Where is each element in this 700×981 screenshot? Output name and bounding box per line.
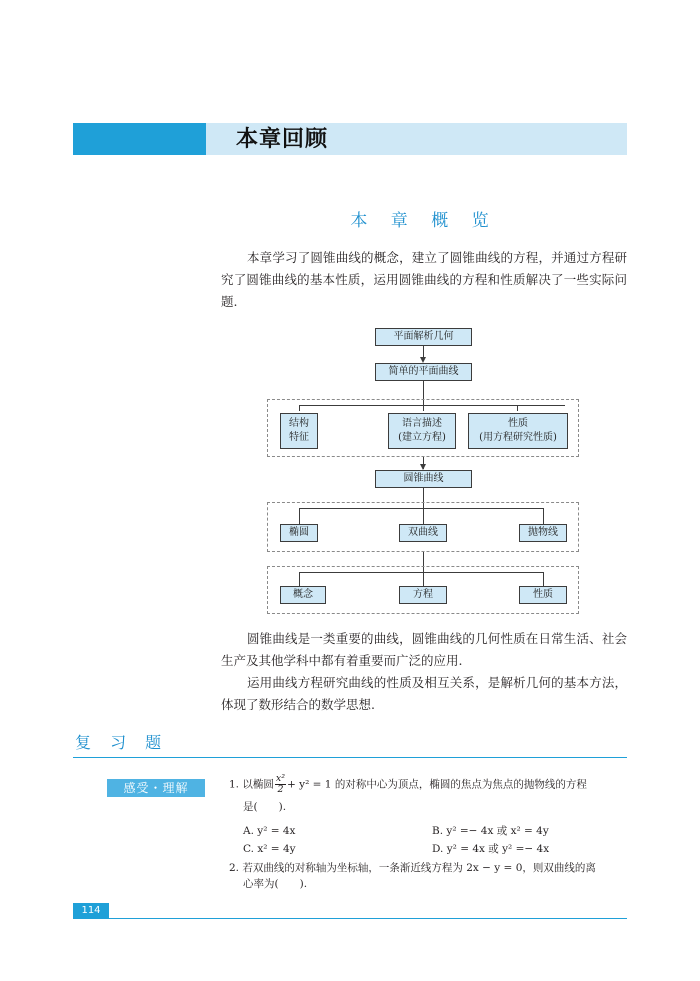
- diagram-node-ellipse: 椭圆: [280, 524, 318, 542]
- diagram-node-hyperbola: 双曲线: [399, 524, 447, 542]
- question-1-stem: 1. 以椭圆 $\frac{\text{x²}}{2}$ + y² = 1 的对称中心为顶点，椭圆的焦点为焦点的抛物线的方程: [229, 773, 587, 795]
- diagram-connector: [299, 405, 565, 406]
- review-title: 复 习 题: [75, 733, 169, 752]
- option-a: A. y² = 4x: [243, 825, 296, 837]
- section-tag: 感受・理解: [107, 779, 205, 797]
- overview-summary: [221, 628, 627, 716]
- diagram-node-equation: 方程: [399, 586, 447, 604]
- review-divider: [73, 757, 627, 758]
- summary-paragraph: 圆锥曲线是一类重要的曲线，圆锥曲线的几何性质在日常生活、社会生产及其他学科中都有着重要而广泛的应用.: [221, 631, 627, 668]
- chapter-header-accent: [73, 123, 206, 155]
- diagram-node-plane-curves: 简单的平面曲线: [375, 363, 472, 381]
- diagram-connector: [299, 572, 300, 586]
- diagram-node-conic-sections: 圆锥曲线: [375, 470, 472, 488]
- overview-title: 本 章 概 览: [350, 211, 498, 231]
- diagram-connector: [299, 508, 543, 509]
- diagram-node-property: 性质: [519, 586, 567, 604]
- chapter-title: 本章回顾: [236, 126, 329, 152]
- diagram-node-concept: 概念: [280, 586, 326, 604]
- question-2: 2. 若双曲线的对称轴为坐标轴，一条渐近线方程为 2x − y = 0，则双曲线的离 心率为( ).: [229, 862, 596, 890]
- diagram-connector: [517, 405, 518, 411]
- fraction: $\frac{\text{x²}}{2}$: [275, 773, 286, 795]
- option-b: B. y² =− 4x 或 x² = 4y: [432, 825, 549, 837]
- overview-intro: 本章学习了圆锥曲线的概念，建立了圆锥曲线的方程，并通过方程研究了圆锥曲线的基本性质，运用圆锥曲线的方程和性质解决了一些实际问题.: [221, 250, 627, 309]
- concept-diagram: [267, 322, 579, 617]
- diagram-connector: [299, 508, 300, 524]
- option-d: D. y² = 4x 或 y² =− 4x: [432, 843, 550, 855]
- question-1: 1. 以椭圆 $\frac{\text{x²}}{2}$ + y² = 1 的对称中心为顶点，椭圆的焦点为焦点的抛物线的方程 是( ).: [229, 774, 627, 815]
- diagram-node-parabola: 抛物线: [519, 524, 567, 542]
- option-c: C. x² = 4y: [243, 843, 296, 855]
- diagram-node-language: 语言描述 (建立方程): [388, 413, 456, 449]
- diagram-connector: [423, 508, 424, 524]
- diagram-connector: [543, 508, 544, 524]
- diagram-connector: [543, 572, 544, 586]
- footer-divider: [73, 918, 627, 919]
- diagram-connector: [299, 405, 300, 411]
- diagram-node-analytic-geometry: 平面解析几何: [375, 328, 472, 346]
- diagram-node-properties: 性质 (用方程研究性质): [468, 413, 568, 449]
- summary-paragraph: 运用曲线方程研究曲线的性质及相互关系，是解析几何的基本方法，体现了数形结合的数学思想.: [221, 675, 627, 712]
- page-number: 114: [73, 903, 109, 919]
- diagram-node-structure: 结构 特征: [280, 413, 318, 449]
- diagram-connector: [299, 572, 543, 573]
- diagram-connector: [423, 405, 424, 411]
- diagram-connector: [423, 572, 424, 586]
